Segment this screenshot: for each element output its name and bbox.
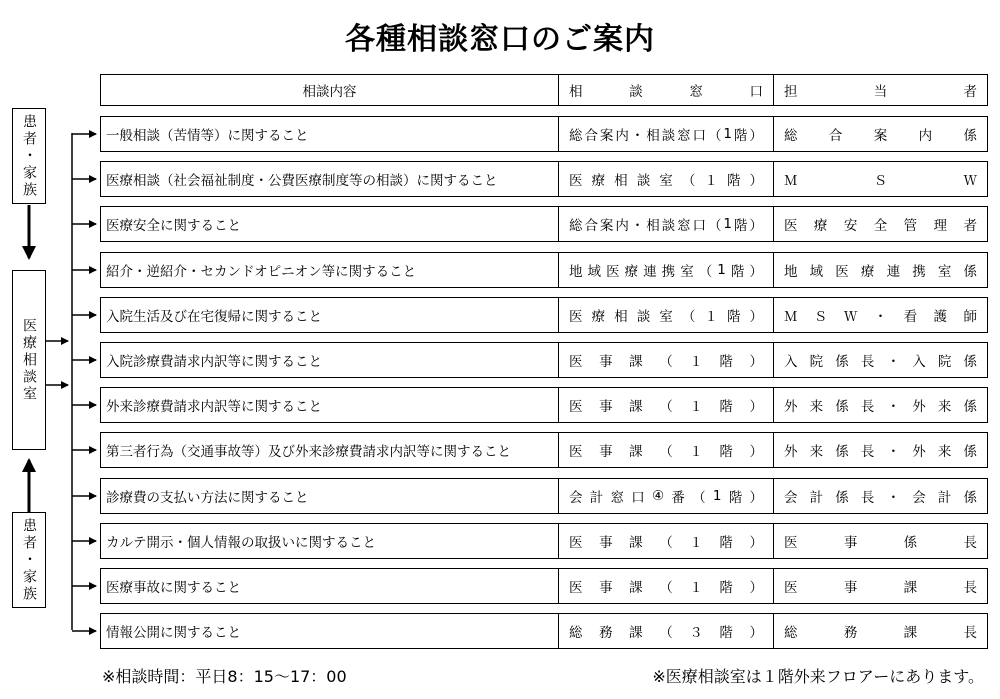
table-row: [100, 297, 988, 333]
row-content: 情報公開に関すること: [101, 614, 559, 648]
row-content: 医療事故に関すること: [101, 569, 559, 603]
row-content: 一般相談（苦情等）に関すること: [101, 117, 559, 151]
box-medical-consultation-room: [12, 270, 46, 450]
table-row: [100, 206, 988, 242]
table-header: [100, 74, 988, 106]
box-patient-family-bottom: [12, 512, 46, 608]
row-staff: 外 来 係 長 ・ 外 来 係: [784, 444, 977, 460]
header-content: 相談内容: [101, 75, 559, 105]
row-content: 第三者行為（交通事故等）及び外来診療費請求内訳等に関すること: [101, 433, 559, 467]
table-row: [100, 387, 988, 423]
row-window: 医 事 課 （ １ 階 ）: [559, 343, 774, 377]
row-staff: 入 院 係 長 ・ 入 院 係: [784, 354, 977, 370]
table-row: [100, 568, 988, 604]
header-window: 相 談 窓 口: [559, 75, 774, 105]
page-title: 各種相談窓口のご案内: [345, 22, 655, 57]
table-row: [100, 613, 988, 649]
row-staff: 総 合 案 内 係: [784, 128, 977, 144]
row-window: 会 計 窓 口 ④ 番 （ 1 階 ）: [559, 479, 774, 513]
row-window: 医 事 課 （ １ 階 ）: [559, 524, 774, 558]
table-row: [100, 523, 988, 559]
row-staff: 医 療 安 全 管 理 者: [784, 218, 977, 234]
row-content: 入院生活及び在宅復帰に関すること: [101, 298, 559, 332]
box-label: 患者・家族: [21, 517, 37, 603]
row-staff: 外 来 係 長 ・ 外 来 係: [784, 399, 977, 415]
row-staff: 医 事 課 長: [784, 580, 977, 596]
footer-hours: ※相談時間：平日8：15〜17：00: [102, 667, 347, 686]
row-content: カルテ開示・個人情報の取扱いに関すること: [101, 524, 559, 558]
row-content: 医療安全に関すること: [101, 207, 559, 241]
row-window: 総 合 案 内 ・ 相 談 窓 口 （ 1 階 ）: [559, 207, 774, 241]
table-row: [100, 432, 988, 468]
row-window: 医 療 相 談 室 （ １ 階 ）: [559, 298, 774, 332]
table-row: [100, 116, 988, 152]
row-window: 医 事 課 （ １ 階 ）: [559, 569, 774, 603]
branch-arrows: [72, 134, 96, 631]
box-label: 患者・家族: [21, 113, 37, 199]
table-row: [100, 478, 988, 514]
row-content: 医療相談（社会福祉制度・公費医療制度等の相談）に関すること: [101, 162, 559, 196]
table-row: [100, 161, 988, 197]
row-staff: Ｍ Ｓ Ｗ: [784, 173, 977, 189]
row-window: 医 療 相 談 室 （ １ 階 ）: [559, 162, 774, 196]
box-patient-family-top: [12, 108, 46, 204]
row-window: 地 域 医 療 連 携 室 （ 1 階 ）: [559, 253, 774, 287]
row-content: 外来診療費請求内訳等に関すること: [101, 388, 559, 422]
row-content: 入院診療費請求内訳等に関すること: [101, 343, 559, 377]
row-staff: 総 務 課 長: [784, 625, 977, 641]
footer-note: ※医療相談室は１階外来フロアーにあります。: [652, 667, 984, 686]
row-content: 診療費の支払い方法に関すること: [101, 479, 559, 513]
row-window: 医 事 課 （ １ 階 ）: [559, 433, 774, 467]
header-staff: 担 当 者: [784, 84, 977, 100]
row-staff: 地 域 医 療 連 携 室 係: [784, 264, 977, 280]
row-staff: 医 事 係 長: [784, 535, 977, 551]
row-content: 紹介・逆紹介・セカンドオピニオン等に関すること: [101, 253, 559, 287]
row-window: 総 務 課 （ ３ 階 ）: [559, 614, 774, 648]
table-row: [100, 342, 988, 378]
table-row: [100, 252, 988, 288]
row-staff: Ｍ Ｓ Ｗ ・ 看 護 師: [784, 309, 977, 325]
box-label: 医療相談室: [21, 317, 37, 403]
row-window: 医 事 課 （ １ 階 ）: [559, 388, 774, 422]
row-staff: 会 計 係 長 ・ 会 計 係: [784, 490, 977, 506]
row-window: 総 合 案 内 ・ 相 談 窓 口 （ 1 階 ）: [559, 117, 774, 151]
